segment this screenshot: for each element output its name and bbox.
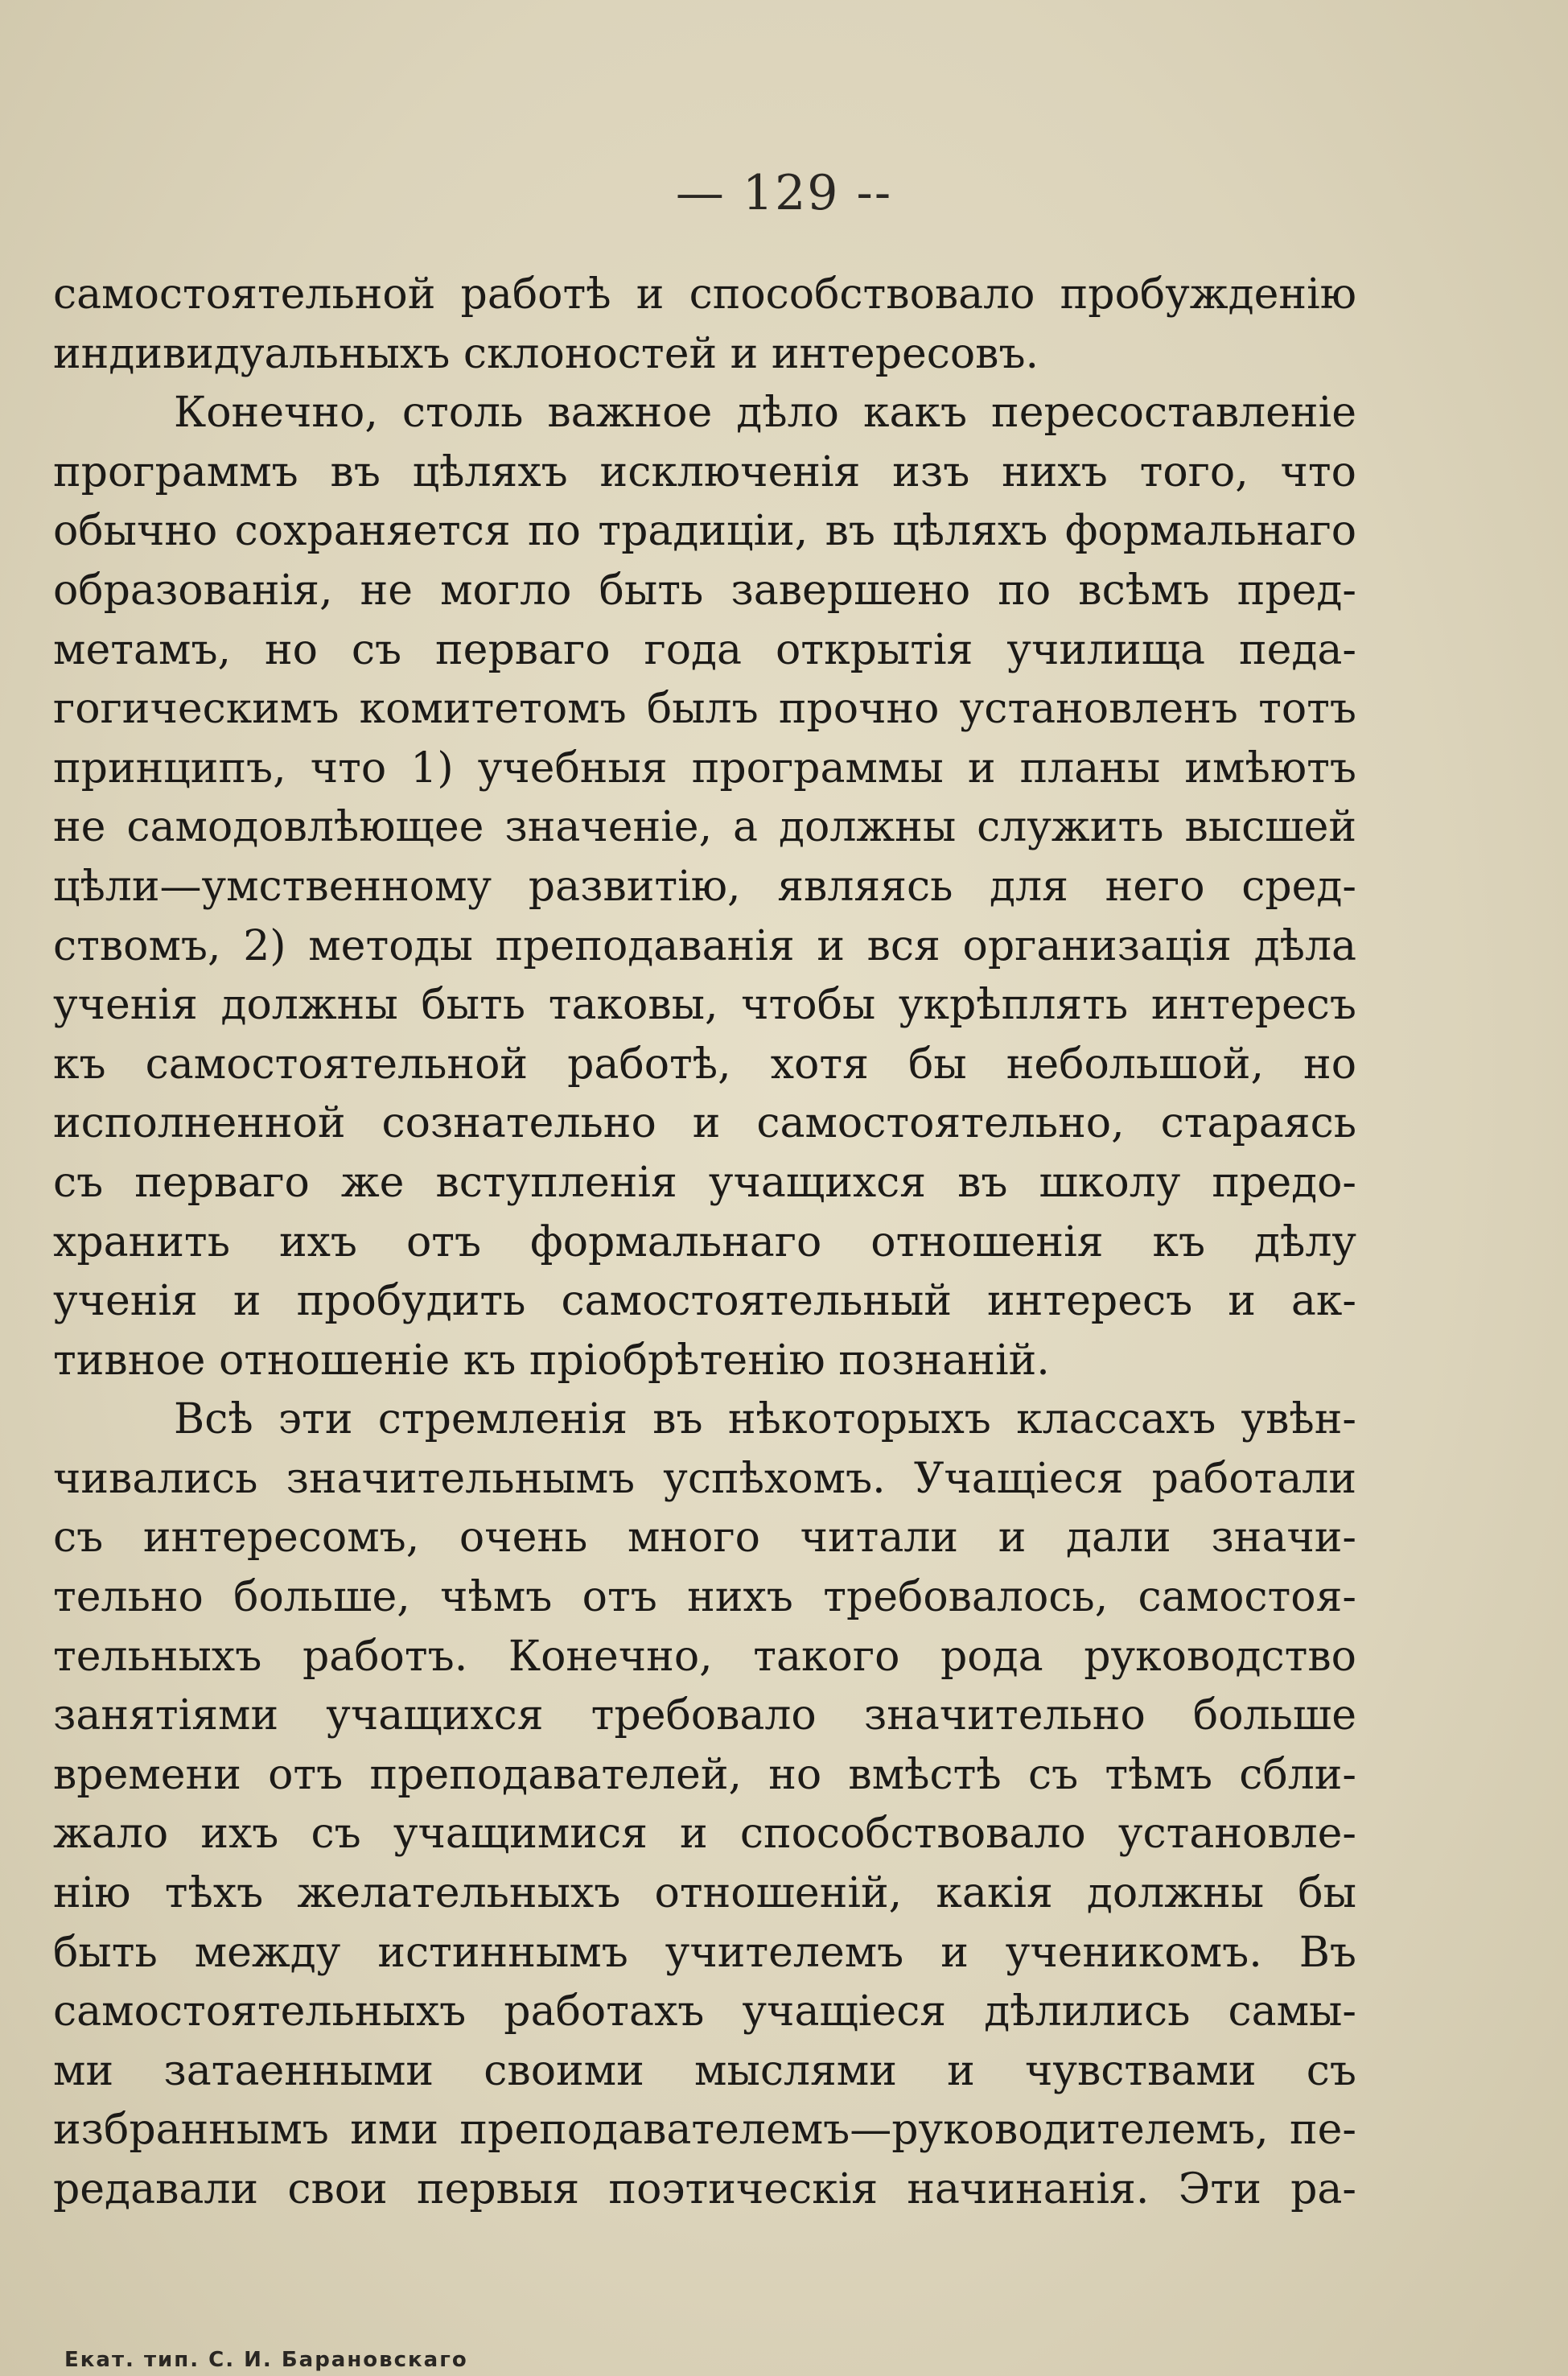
- text-line: нію тѣхъ желательныхъ отношеній, какія должны бы: [53, 1869, 1356, 1918]
- text-line: занятіями учащихся требовало значительно больше: [53, 1691, 1356, 1740]
- body-text: [53, 266, 1356, 2220]
- text-line: съ перваго же вступленія учащихся въ школу предо-: [53, 1158, 1356, 1207]
- text-line: обычно сохраняется по традиціи, въ цѣляхъ формальнаго: [53, 507, 1356, 556]
- printer-imprint: Екат. тип. С. И. Барановскаго: [64, 2348, 468, 2372]
- text-line: тельно больше, чѣмъ отъ нихъ требовалось, самостоя-: [53, 1573, 1356, 1622]
- text-line: избраннымъ ими преподавателемъ—руководителемъ, пе-: [53, 2106, 1356, 2155]
- text-line: Конечно, столь важное дѣло какъ пересоставленіе: [174, 389, 1356, 438]
- text-line: ми затаенными своими мыслями и чувствами съ: [53, 2046, 1356, 2095]
- text-line: съ интересомъ, очень много читали и дали значи-: [53, 1513, 1356, 1563]
- text-line: исполненной сознательно и самостоятельно, стараясь: [53, 1099, 1356, 1148]
- text-line: метамъ, но съ перваго года открытія училища педа-: [53, 625, 1356, 674]
- text-line: индивидуальныхъ склоностей и интересовъ.: [53, 329, 1039, 378]
- text-line: чивались значительнымъ успѣхомъ. Учащіеся работали: [53, 1454, 1356, 1503]
- text-line: жало ихъ съ учащимися и способствовало установле-: [53, 1810, 1356, 1859]
- text-line: времени отъ преподавателей, но вмѣстѣ съ тѣмъ сбли-: [53, 1750, 1356, 1799]
- text-line: быть между истиннымъ учителемъ и ученикомъ. Въ: [53, 1928, 1356, 1977]
- text-line: редавали свои первыя поэтическія начинанія. Эти ра-: [53, 2165, 1356, 2213]
- page-number: — 129 --: [675, 165, 893, 221]
- text-line: тивное отношеніе къ пріобрѣтенію познаній.: [53, 1336, 1050, 1385]
- text-line: ствомъ, 2) методы преподаванія и вся организація дѣла: [53, 921, 1356, 970]
- text-line: тельныхъ работъ. Конечно, такого рода руководство: [53, 1632, 1356, 1681]
- text-line: ученія и пробудить самостоятельный интересъ и ак-: [53, 1277, 1356, 1326]
- text-line: не самодовлѣющее значеніе, а должны служить высшей: [53, 803, 1356, 852]
- text-line: хранить ихъ отъ формальнаго отношенія къ дѣлу: [53, 1217, 1356, 1266]
- text-line: цѣли—умственному развитію, являясь для него сред-: [53, 862, 1356, 911]
- text-line: принципъ, что 1) учебныя программы и планы имѣютъ: [53, 743, 1356, 793]
- text-line: программъ въ цѣляхъ исключенія изъ нихъ того, что: [53, 447, 1356, 496]
- text-line: къ самостоятельной работѣ, хотя бы небольшой, но: [53, 1040, 1356, 1089]
- text-line: Всѣ эти стремленія въ нѣкоторыхъ классахъ увѣн-: [174, 1395, 1356, 1444]
- text-line: самостоятельныхъ работахъ учащіеся дѣлились самы-: [53, 1987, 1356, 2036]
- text-line: гогическимъ комитетомъ былъ прочно установленъ тотъ: [53, 685, 1356, 734]
- text-line: ученія должны быть таковы, чтобы укрѣплять интересъ: [53, 981, 1356, 1030]
- text-line: образованія, не могло быть завершено по всѣмъ пред-: [53, 566, 1356, 615]
- text-line: самостоятельной работѣ и способствовало пробужденію: [53, 270, 1356, 319]
